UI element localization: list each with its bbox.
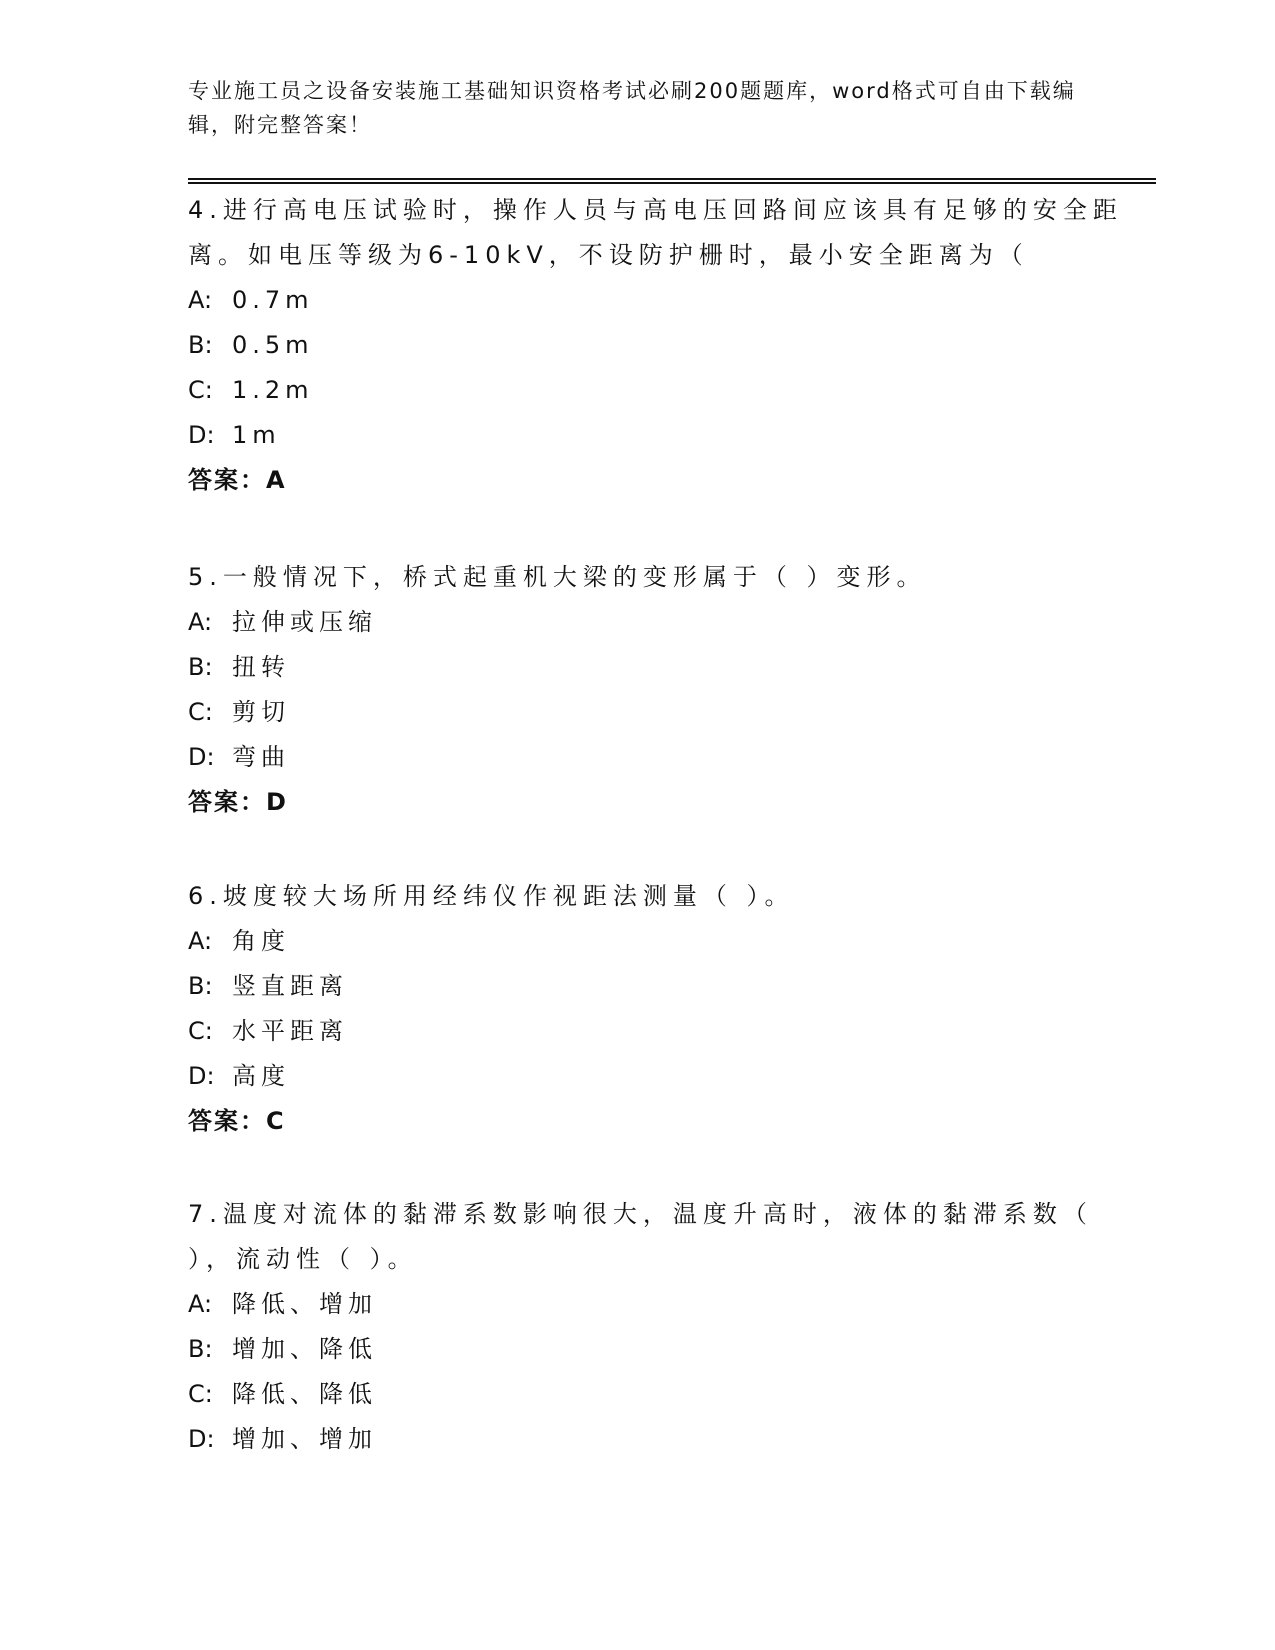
- answer-line: 答案：C: [188, 1107, 286, 1135]
- question-6: [188, 874, 1128, 1144]
- question-7: [188, 1192, 1128, 1462]
- option-label: C:: [188, 1017, 213, 1045]
- option-text: 扭转: [232, 653, 290, 681]
- option-label: C:: [188, 1380, 213, 1408]
- option-label: A:: [188, 927, 213, 955]
- option-text: 拉伸或压缩: [232, 608, 377, 636]
- option-label: D:: [188, 1425, 215, 1453]
- question-text: 7.温度对流体的黏滞系数影响很大，温度升高时，液体的黏滞系数（ ），流动性（ ）。: [188, 1200, 1093, 1273]
- divider-line: [188, 182, 1156, 184]
- answer-line: 答案：D: [188, 788, 288, 816]
- divider-line: [188, 178, 1156, 180]
- option-text: 增加、降低: [232, 1335, 377, 1363]
- option-c: [188, 1372, 1128, 1417]
- option-text: 0.7m: [232, 286, 314, 314]
- option-text: 降低、增加: [232, 1290, 377, 1318]
- option-label: A:: [188, 608, 213, 636]
- option-text: 增加、增加: [232, 1425, 377, 1453]
- option-label: B:: [188, 972, 213, 1000]
- option-b: [188, 964, 1128, 1009]
- option-b: [188, 645, 1128, 690]
- option-text: 0.5m: [232, 331, 314, 359]
- question-text: 4.进行高电压试验时，操作人员与高电压回路间应该具有足够的安全距离。如电压等级为6-10kV，不设防护栅时，最小安全距离为（: [188, 196, 1123, 269]
- option-a: [188, 1282, 1128, 1327]
- question-4: [188, 188, 1128, 503]
- option-text: 竖直距离: [232, 972, 348, 1000]
- option-c: [188, 368, 1128, 413]
- answer-line: 答案：A: [188, 466, 287, 494]
- option-text: 弯曲: [232, 743, 290, 771]
- option-d: [188, 1417, 1128, 1462]
- option-d: [188, 413, 1128, 458]
- option-label: D:: [188, 1062, 215, 1090]
- option-label: C:: [188, 698, 213, 726]
- option-d: [188, 1054, 1128, 1099]
- page-title: 专业施工员之设备安装施工基础知识资格考试必刷200题题库，word格式可自由下载编辑，附完整答案！: [188, 79, 1076, 137]
- option-text: 1m: [232, 421, 281, 449]
- option-text: 高度: [232, 1062, 290, 1090]
- option-label: A:: [188, 286, 213, 314]
- option-c: [188, 1009, 1128, 1054]
- question-text: 5.一般情况下，桥式起重机大梁的变形属于（ ）变形。: [188, 563, 927, 591]
- option-label: B:: [188, 653, 213, 681]
- option-a: [188, 919, 1128, 964]
- option-a: [188, 278, 1128, 323]
- option-text: 剪切: [232, 698, 290, 726]
- option-label: D:: [188, 743, 215, 771]
- option-d: [188, 735, 1128, 780]
- option-b: [188, 1327, 1128, 1372]
- option-a: [188, 600, 1128, 645]
- option-label: A:: [188, 1290, 213, 1318]
- option-label: B:: [188, 331, 213, 359]
- option-text: 降低、降低: [232, 1380, 377, 1408]
- option-label: C:: [188, 376, 213, 404]
- option-c: [188, 690, 1128, 735]
- question-text: 6.坡度较大场所用经纬仪作视距法测量（ ）。: [188, 882, 795, 910]
- option-text: 水平距离: [232, 1017, 348, 1045]
- question-5: [188, 555, 1128, 825]
- header-divider: [188, 178, 1156, 184]
- option-text: 1.2m: [232, 376, 314, 404]
- option-label: D:: [188, 421, 215, 449]
- option-b: [188, 323, 1128, 368]
- option-label: B:: [188, 1335, 213, 1363]
- option-text: 角度: [232, 927, 290, 955]
